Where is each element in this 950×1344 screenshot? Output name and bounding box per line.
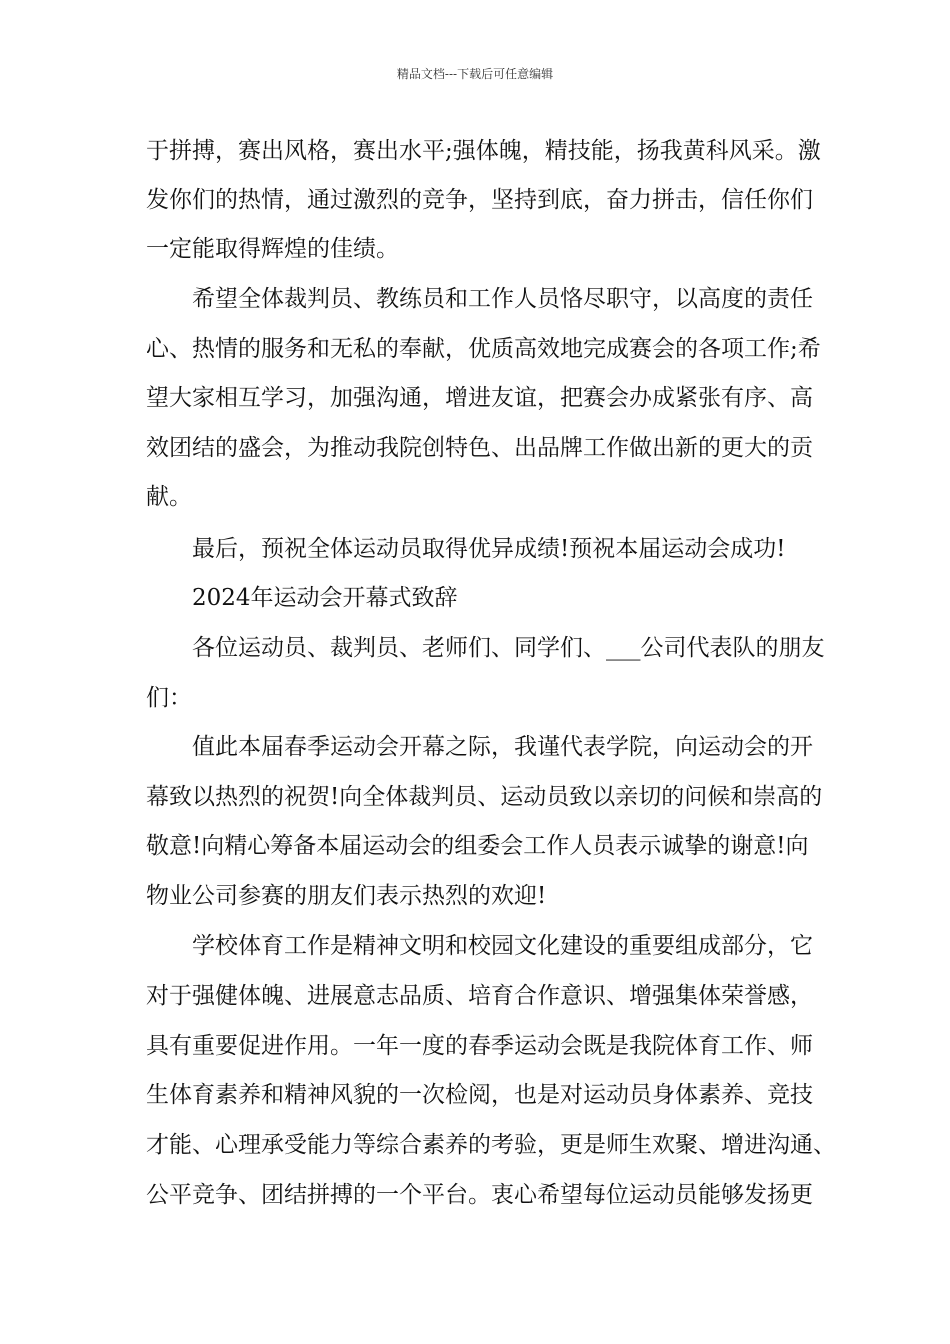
text-line: 值此本届春季运动会开幕之际，我谨代表学院，向运动会的开 <box>192 734 813 760</box>
text-line: 具有重要促进作用。一年一度的春季运动会既是我院体育工作、师 <box>146 1033 813 1059</box>
text-line: 才能、心理承受能力等综合素养的考验，更是师生欢聚、增进沟通、 <box>146 1132 836 1158</box>
text-line: 一定能取得辉煌的佳绩。 <box>146 236 399 262</box>
text-line: 物业公司参赛的朋友们表示热烈的欢迎! <box>146 883 547 909</box>
text-line: 们： <box>146 685 192 711</box>
text-line: 学校体育工作是精神文明和校园文化建设的重要组成部分，它 <box>192 933 813 959</box>
text-line: 效团结的盛会，为推动我院创特色、出品牌工作做出新的更大的贡 <box>146 435 813 461</box>
text-line: 心、热情的服务和无私的奉献，优质高效地完成赛会的各项工作;希 <box>146 336 821 362</box>
section-title: 2024年运动会开幕式致辞 <box>192 585 458 611</box>
text-line: 公平竞争、团结拼搏的一个平台。衷心希望每位运动员能够发扬更 <box>146 1182 813 1208</box>
text-line: 献。 <box>146 484 192 510</box>
text-line: 各位运动员、裁判员、老师们、同学们、___公司代表队的朋友 <box>192 635 825 661</box>
text-line: 敬意!向精心筹备本届运动会的组委会工作人员表示诚挚的谢意!向 <box>146 833 809 859</box>
text-line: 希望全体裁判员、教练员和工作人员恪尽职守，以高度的责任 <box>192 286 813 312</box>
page-header: 精品文档---下载后可任意编辑 <box>396 67 554 81</box>
text-line: 最后，预祝全体运动员取得优异成绩!预祝本届运动会成功! <box>192 536 786 562</box>
text-line: 望大家相互学习，加强沟通，增进友谊，把赛会办成紧张有序、高 <box>146 385 813 411</box>
text-line: 发你们的热情，通过激烈的竞争，坚持到底，奋力拼击，信任你们 <box>146 187 813 213</box>
text-line: 幕致以热烈的祝贺!向全体裁判员、运动员致以亲切的问候和崇高的 <box>146 784 823 810</box>
text-line: 于拼搏，赛出风格，赛出水平;强体魄，精技能，扬我黄科风采。激 <box>146 138 821 164</box>
text-line: 生体育素养和精神风貌的一次检阅，也是对运动员身体素养、竞技 <box>146 1082 813 1108</box>
text-line: 对于强健体魄、进展意志品质、培育合作意识、增强集体荣誉感， <box>146 983 813 1009</box>
